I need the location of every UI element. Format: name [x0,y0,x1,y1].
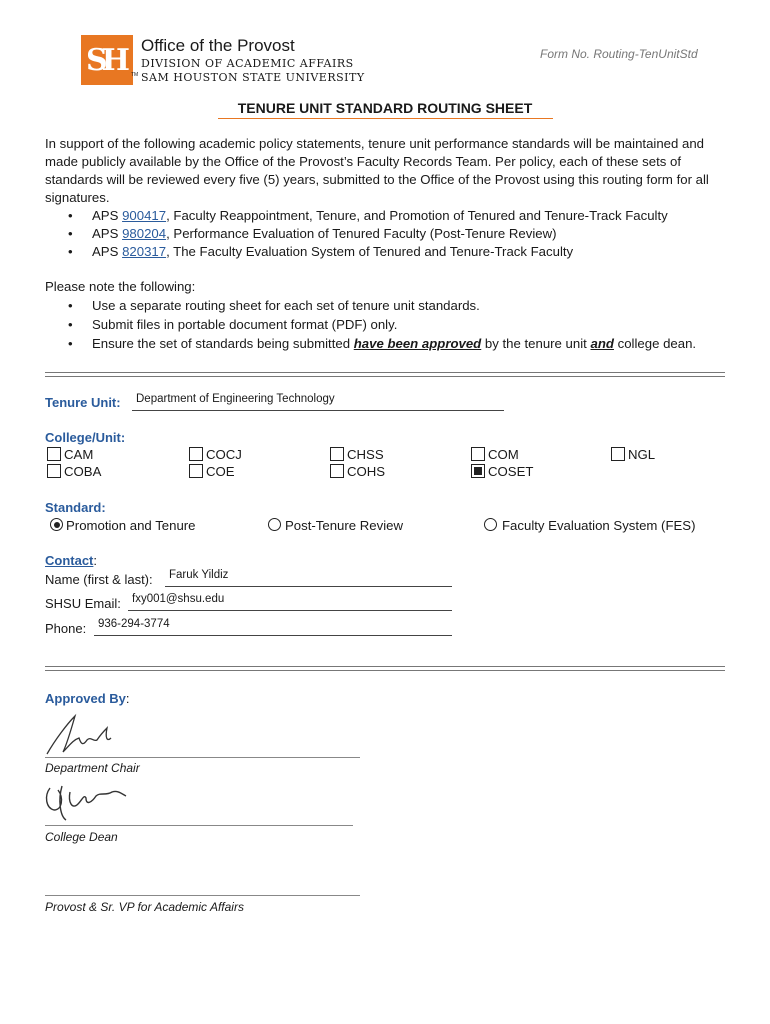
dean-signature [40,780,135,825]
trademark: TM [131,72,139,78]
checkbox-com[interactable] [471,447,485,461]
checkbox-cohs[interactable] [330,464,344,478]
checkbox-coe[interactable] [189,464,203,478]
phone-field[interactable] [94,618,452,636]
college-unit-label: College/Unit: [45,430,126,445]
page-title: TENURE UNIT STANDARD ROUTING SHEET [237,100,533,116]
policy-link-980204[interactable]: 980204 [122,226,167,241]
policy-link-820317[interactable]: 820317 [122,244,167,259]
option-coset: COSET [488,464,534,479]
checkbox-coba[interactable] [47,464,61,478]
option-cam: CAM [64,447,94,462]
option-ngl: NGL [628,447,656,462]
name-field[interactable] [165,569,452,587]
option-cohs: COHS [347,464,386,479]
option-cocj: COCJ [206,447,242,462]
phone-label: Phone: [45,621,87,636]
tenure-unit-value: Department of Engineering Technology [136,393,335,405]
radio-post-tenure[interactable] [268,518,281,531]
title-underline [218,118,553,119]
shsu-logo [81,35,133,85]
option-coba: COBA [64,464,102,479]
division-name: DIVISION OF ACADEMIC AFFAIRS [141,57,354,70]
radio-promotion-tenure[interactable] [50,518,63,531]
option-com: COM [488,447,519,462]
email-label: SHSU Email: [45,596,121,611]
option-coe: COE [206,464,235,479]
tenure-unit-field[interactable] [132,393,504,411]
tenure-unit-label: Tenure Unit: [45,395,121,410]
provost-caption: Provost & Sr. VP for Academic Affairs [45,900,244,914]
email-value: fxy001@shsu.edu [132,593,225,605]
phone-value: 936-294-3774 [98,618,170,630]
checkbox-coset[interactable] [471,464,485,478]
option-post-tenure: Post-Tenure Review [285,518,404,533]
option-promotion-tenure: Promotion and Tenure [66,518,196,533]
logo-text: SH [86,43,125,78]
checkbox-ngl[interactable] [611,447,625,461]
office-title: Office of the Provost [141,36,295,55]
section-divider [45,372,725,377]
checkbox-chss[interactable] [330,447,344,461]
form-number: Form No. Routing-TenUnitStd [540,47,698,61]
dean-caption: College Dean [45,830,118,844]
intro-paragraph: In support of the following academic policy statements, tenure unit performance standards will be maintained and made publicly available by the Office of the Provost’s Faculty Records Team. Per policy, each of these sets of standards will be reviewed every five (5) years, submitted to the Office of the Provost using this routing form for all signatures. [45,136,709,205]
university-name: SAM HOUSTON STATE UNIVERSITY [141,71,365,84]
contact-heading: Contact: [45,553,98,568]
name-value: Faruk Yildiz [169,569,229,581]
option-chss: CHSS [347,447,384,462]
provost-signature-line [45,895,360,896]
chair-signature-line [45,757,360,758]
chair-caption: Department Chair [45,761,140,775]
chair-signature [45,710,125,758]
standard-label: Standard: [45,500,106,515]
notes-heading: Please note the following: [45,279,196,294]
checkbox-cocj[interactable] [189,447,203,461]
dean-signature-line [45,825,353,826]
radio-fes[interactable] [484,518,497,531]
checkbox-cam[interactable] [47,447,61,461]
approved-heading: Approved By: [45,691,130,706]
section-divider [45,666,725,671]
option-fes: Faculty Evaluation System (FES) [502,518,696,533]
name-label: Name (first & last): [45,572,153,587]
email-field[interactable] [128,593,452,611]
policy-link-900417[interactable]: 900417 [122,208,167,223]
